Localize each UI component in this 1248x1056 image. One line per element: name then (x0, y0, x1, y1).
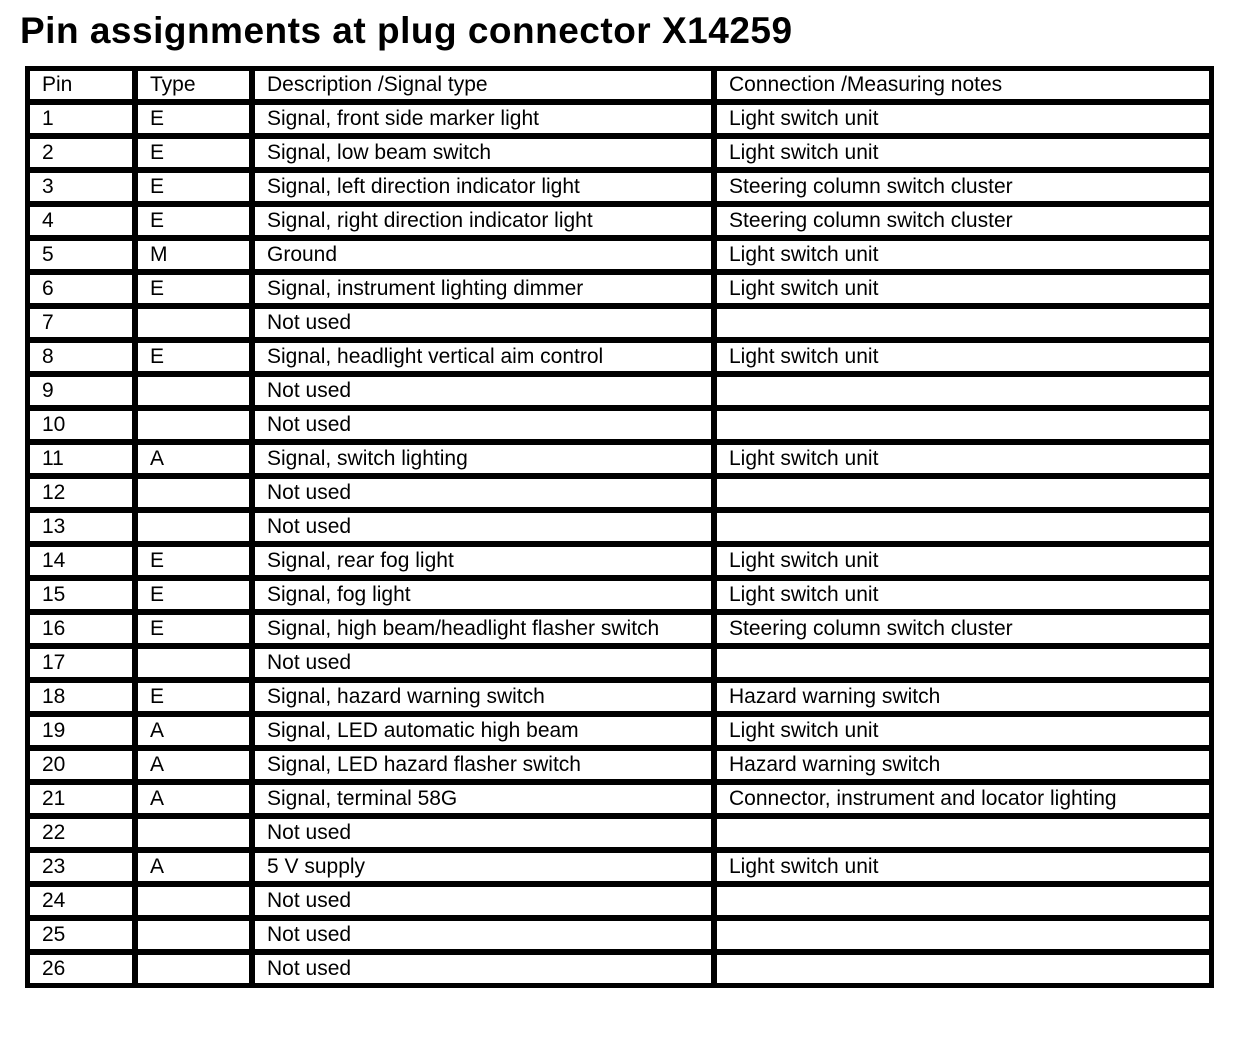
connection-cell (714, 408, 1212, 442)
header-connection: Connection /Measuring notes (714, 68, 1212, 102)
description-cell: Not used (252, 884, 714, 918)
description-cell: Signal, right direction indicator light (252, 204, 714, 238)
connection-cell: Steering column switch cluster (714, 204, 1212, 238)
pin-assignment-table (25, 66, 1214, 988)
table-row (27, 714, 1212, 748)
pin-cell: 26 (27, 952, 135, 986)
description-cell: Signal, terminal 58G (252, 782, 714, 816)
type-cell (135, 646, 252, 680)
type-cell (135, 816, 252, 850)
description-cell: Signal, LED automatic high beam (252, 714, 714, 748)
pin-cell: 21 (27, 782, 135, 816)
pin-cell: 13 (27, 510, 135, 544)
description-cell: Signal, low beam switch (252, 136, 714, 170)
page-title: Pin assignments at plug connector X14259 (20, 10, 793, 51)
table-row (27, 884, 1212, 918)
pin-cell: 17 (27, 646, 135, 680)
description-cell: Signal, instrument lighting dimmer (252, 272, 714, 306)
type-cell: A (135, 782, 252, 816)
description-cell: Signal, front side marker light (252, 102, 714, 136)
pin-cell: 16 (27, 612, 135, 646)
type-cell: M (135, 238, 252, 272)
description-cell: Signal, switch lighting (252, 442, 714, 476)
pin-cell: 8 (27, 340, 135, 374)
pin-cell: 12 (27, 476, 135, 510)
table-row (27, 510, 1212, 544)
table-row (27, 136, 1212, 170)
description-cell: Not used (252, 646, 714, 680)
table-row (27, 646, 1212, 680)
connection-cell: Connector, instrument and locator lighting (714, 782, 1212, 816)
connection-cell: Light switch unit (714, 238, 1212, 272)
description-cell: Signal, headlight vertical aim control (252, 340, 714, 374)
pin-cell: 18 (27, 680, 135, 714)
connection-cell (714, 374, 1212, 408)
connection-cell (714, 510, 1212, 544)
description-cell: Signal, hazard warning switch (252, 680, 714, 714)
connection-cell: Light switch unit (714, 272, 1212, 306)
type-cell: E (135, 204, 252, 238)
type-cell (135, 884, 252, 918)
connection-cell: Light switch unit (714, 544, 1212, 578)
type-cell (135, 918, 252, 952)
connection-cell: Light switch unit (714, 578, 1212, 612)
table-row (27, 374, 1212, 408)
type-cell: E (135, 170, 252, 204)
table-row (27, 952, 1212, 986)
table-row (27, 102, 1212, 136)
description-cell: Signal, LED hazard flasher switch (252, 748, 714, 782)
connection-cell: Steering column switch cluster (714, 612, 1212, 646)
pin-cell: 5 (27, 238, 135, 272)
pin-cell: 3 (27, 170, 135, 204)
type-cell (135, 374, 252, 408)
description-cell: Signal, high beam/headlight flasher switch (252, 612, 714, 646)
type-cell (135, 476, 252, 510)
connection-cell: Light switch unit (714, 714, 1212, 748)
table-row (27, 850, 1212, 884)
description-cell: Not used (252, 816, 714, 850)
pin-cell: 4 (27, 204, 135, 238)
connection-cell: Hazard warning switch (714, 680, 1212, 714)
type-cell: A (135, 850, 252, 884)
table-row (27, 816, 1212, 850)
table-row (27, 748, 1212, 782)
type-cell: E (135, 272, 252, 306)
type-cell: E (135, 578, 252, 612)
pin-cell: 15 (27, 578, 135, 612)
pin-cell: 19 (27, 714, 135, 748)
connection-cell: Light switch unit (714, 136, 1212, 170)
type-cell: E (135, 680, 252, 714)
connection-cell: Light switch unit (714, 850, 1212, 884)
type-cell: A (135, 748, 252, 782)
table-row (27, 782, 1212, 816)
description-cell: Not used (252, 306, 714, 340)
table-row (27, 204, 1212, 238)
pin-cell: 7 (27, 306, 135, 340)
pin-cell: 1 (27, 102, 135, 136)
connection-cell (714, 646, 1212, 680)
table-row (27, 442, 1212, 476)
table-header (27, 68, 1212, 102)
type-cell (135, 510, 252, 544)
pin-cell: 24 (27, 884, 135, 918)
type-cell: A (135, 714, 252, 748)
connection-cell (714, 918, 1212, 952)
type-cell: E (135, 340, 252, 374)
table-row (27, 408, 1212, 442)
table-body (27, 102, 1212, 986)
description-cell: Signal, fog light (252, 578, 714, 612)
connection-cell (714, 952, 1212, 986)
pin-cell: 14 (27, 544, 135, 578)
table-row (27, 918, 1212, 952)
pin-cell: 9 (27, 374, 135, 408)
table-row (27, 476, 1212, 510)
connection-cell: Light switch unit (714, 102, 1212, 136)
connection-cell: Light switch unit (714, 442, 1212, 476)
pin-cell: 22 (27, 816, 135, 850)
pin-cell: 25 (27, 918, 135, 952)
description-cell: Not used (252, 408, 714, 442)
pin-cell: 10 (27, 408, 135, 442)
type-cell (135, 952, 252, 986)
table-row (27, 170, 1212, 204)
description-cell: Not used (252, 510, 714, 544)
connection-cell: Light switch unit (714, 340, 1212, 374)
table-row (27, 272, 1212, 306)
connection-cell (714, 306, 1212, 340)
description-cell: Signal, left direction indicator light (252, 170, 714, 204)
description-cell: 5 V supply (252, 850, 714, 884)
pin-cell: 23 (27, 850, 135, 884)
table-row (27, 680, 1212, 714)
table-row (27, 612, 1212, 646)
pin-cell: 2 (27, 136, 135, 170)
type-cell: E (135, 136, 252, 170)
type-cell (135, 306, 252, 340)
type-cell: E (135, 612, 252, 646)
type-cell: E (135, 102, 252, 136)
header-description: Description /Signal type (252, 68, 714, 102)
pin-cell: 6 (27, 272, 135, 306)
connection-cell (714, 476, 1212, 510)
table-row (27, 544, 1212, 578)
header-row (27, 68, 1212, 102)
table-row (27, 306, 1212, 340)
pin-cell: 11 (27, 442, 135, 476)
header-type: Type (135, 68, 252, 102)
connection-cell (714, 816, 1212, 850)
description-cell: Ground (252, 238, 714, 272)
connection-cell: Steering column switch cluster (714, 170, 1212, 204)
header-pin: Pin (27, 68, 135, 102)
type-cell: E (135, 544, 252, 578)
type-cell (135, 408, 252, 442)
table-row (27, 578, 1212, 612)
table-row (27, 340, 1212, 374)
description-cell: Not used (252, 918, 714, 952)
pin-cell: 20 (27, 748, 135, 782)
connection-cell (714, 884, 1212, 918)
description-cell: Not used (252, 952, 714, 986)
connection-cell: Hazard warning switch (714, 748, 1212, 782)
type-cell: A (135, 442, 252, 476)
description-cell: Not used (252, 374, 714, 408)
description-cell: Not used (252, 476, 714, 510)
description-cell: Signal, rear fog light (252, 544, 714, 578)
table-row (27, 238, 1212, 272)
